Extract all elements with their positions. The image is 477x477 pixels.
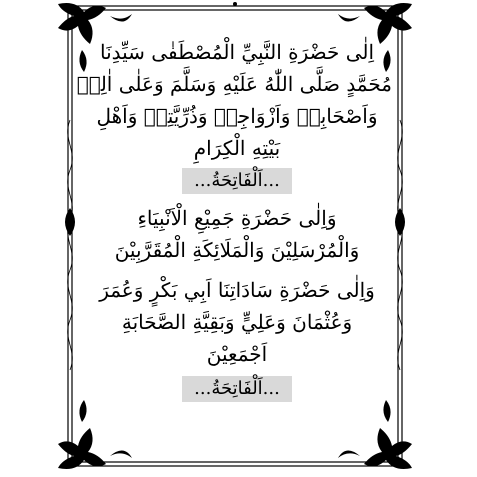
verse-line: وَالْمُرْسَلِيْنَ وَالْمَلَائِكَةِ الْمُقَرَّبِيْنَ (114, 238, 360, 262)
fatiha-label: ...اَلْفَاتِحَةُ... (182, 168, 292, 194)
fatiha-label: ...اَلْفَاتِحَةُ... (182, 376, 292, 402)
verse-line: وَاِلٰى حَضْرَةِ جَمِيْعِ الْاَنْبِيَاءِ (137, 206, 337, 230)
verse-line: بَيْتِهِ الْكِرَامِ (193, 136, 281, 160)
verse-line: اَجْمَعِيْنَ (206, 342, 268, 366)
verse-line: وَعُثْمَانَ وَعَلِيٍّ وَبَقِيَّةِ الصَّحَابَةِ (121, 310, 353, 334)
section-3 (82, 274, 392, 402)
verse-line: وَاِلٰى حَضْرَةِ سَادَاتِنَا اَبِي بَكْرٍ وَعُمَرَ (99, 278, 375, 302)
verse-line: مُحَمَّدٍ صَلَّى اللّٰهُ عَلَيْهِ وَسَلَّمَ وَعَلٰى اٰلِهٖ (76, 72, 392, 96)
prayer-text (76, 36, 392, 408)
verse-line: اِلٰى حَضْرَةِ النَّبِيِّ الْمُصْطَفٰى سَيِّدِنَا (99, 40, 375, 64)
section-2 (82, 202, 392, 266)
verse-line: وَاَصْحَابِهٖ وَاَزْوَاجِهٖ وَذُرِّيَّتِهٖ وَاَهْلِ (96, 104, 378, 128)
section-1 (76, 36, 392, 194)
